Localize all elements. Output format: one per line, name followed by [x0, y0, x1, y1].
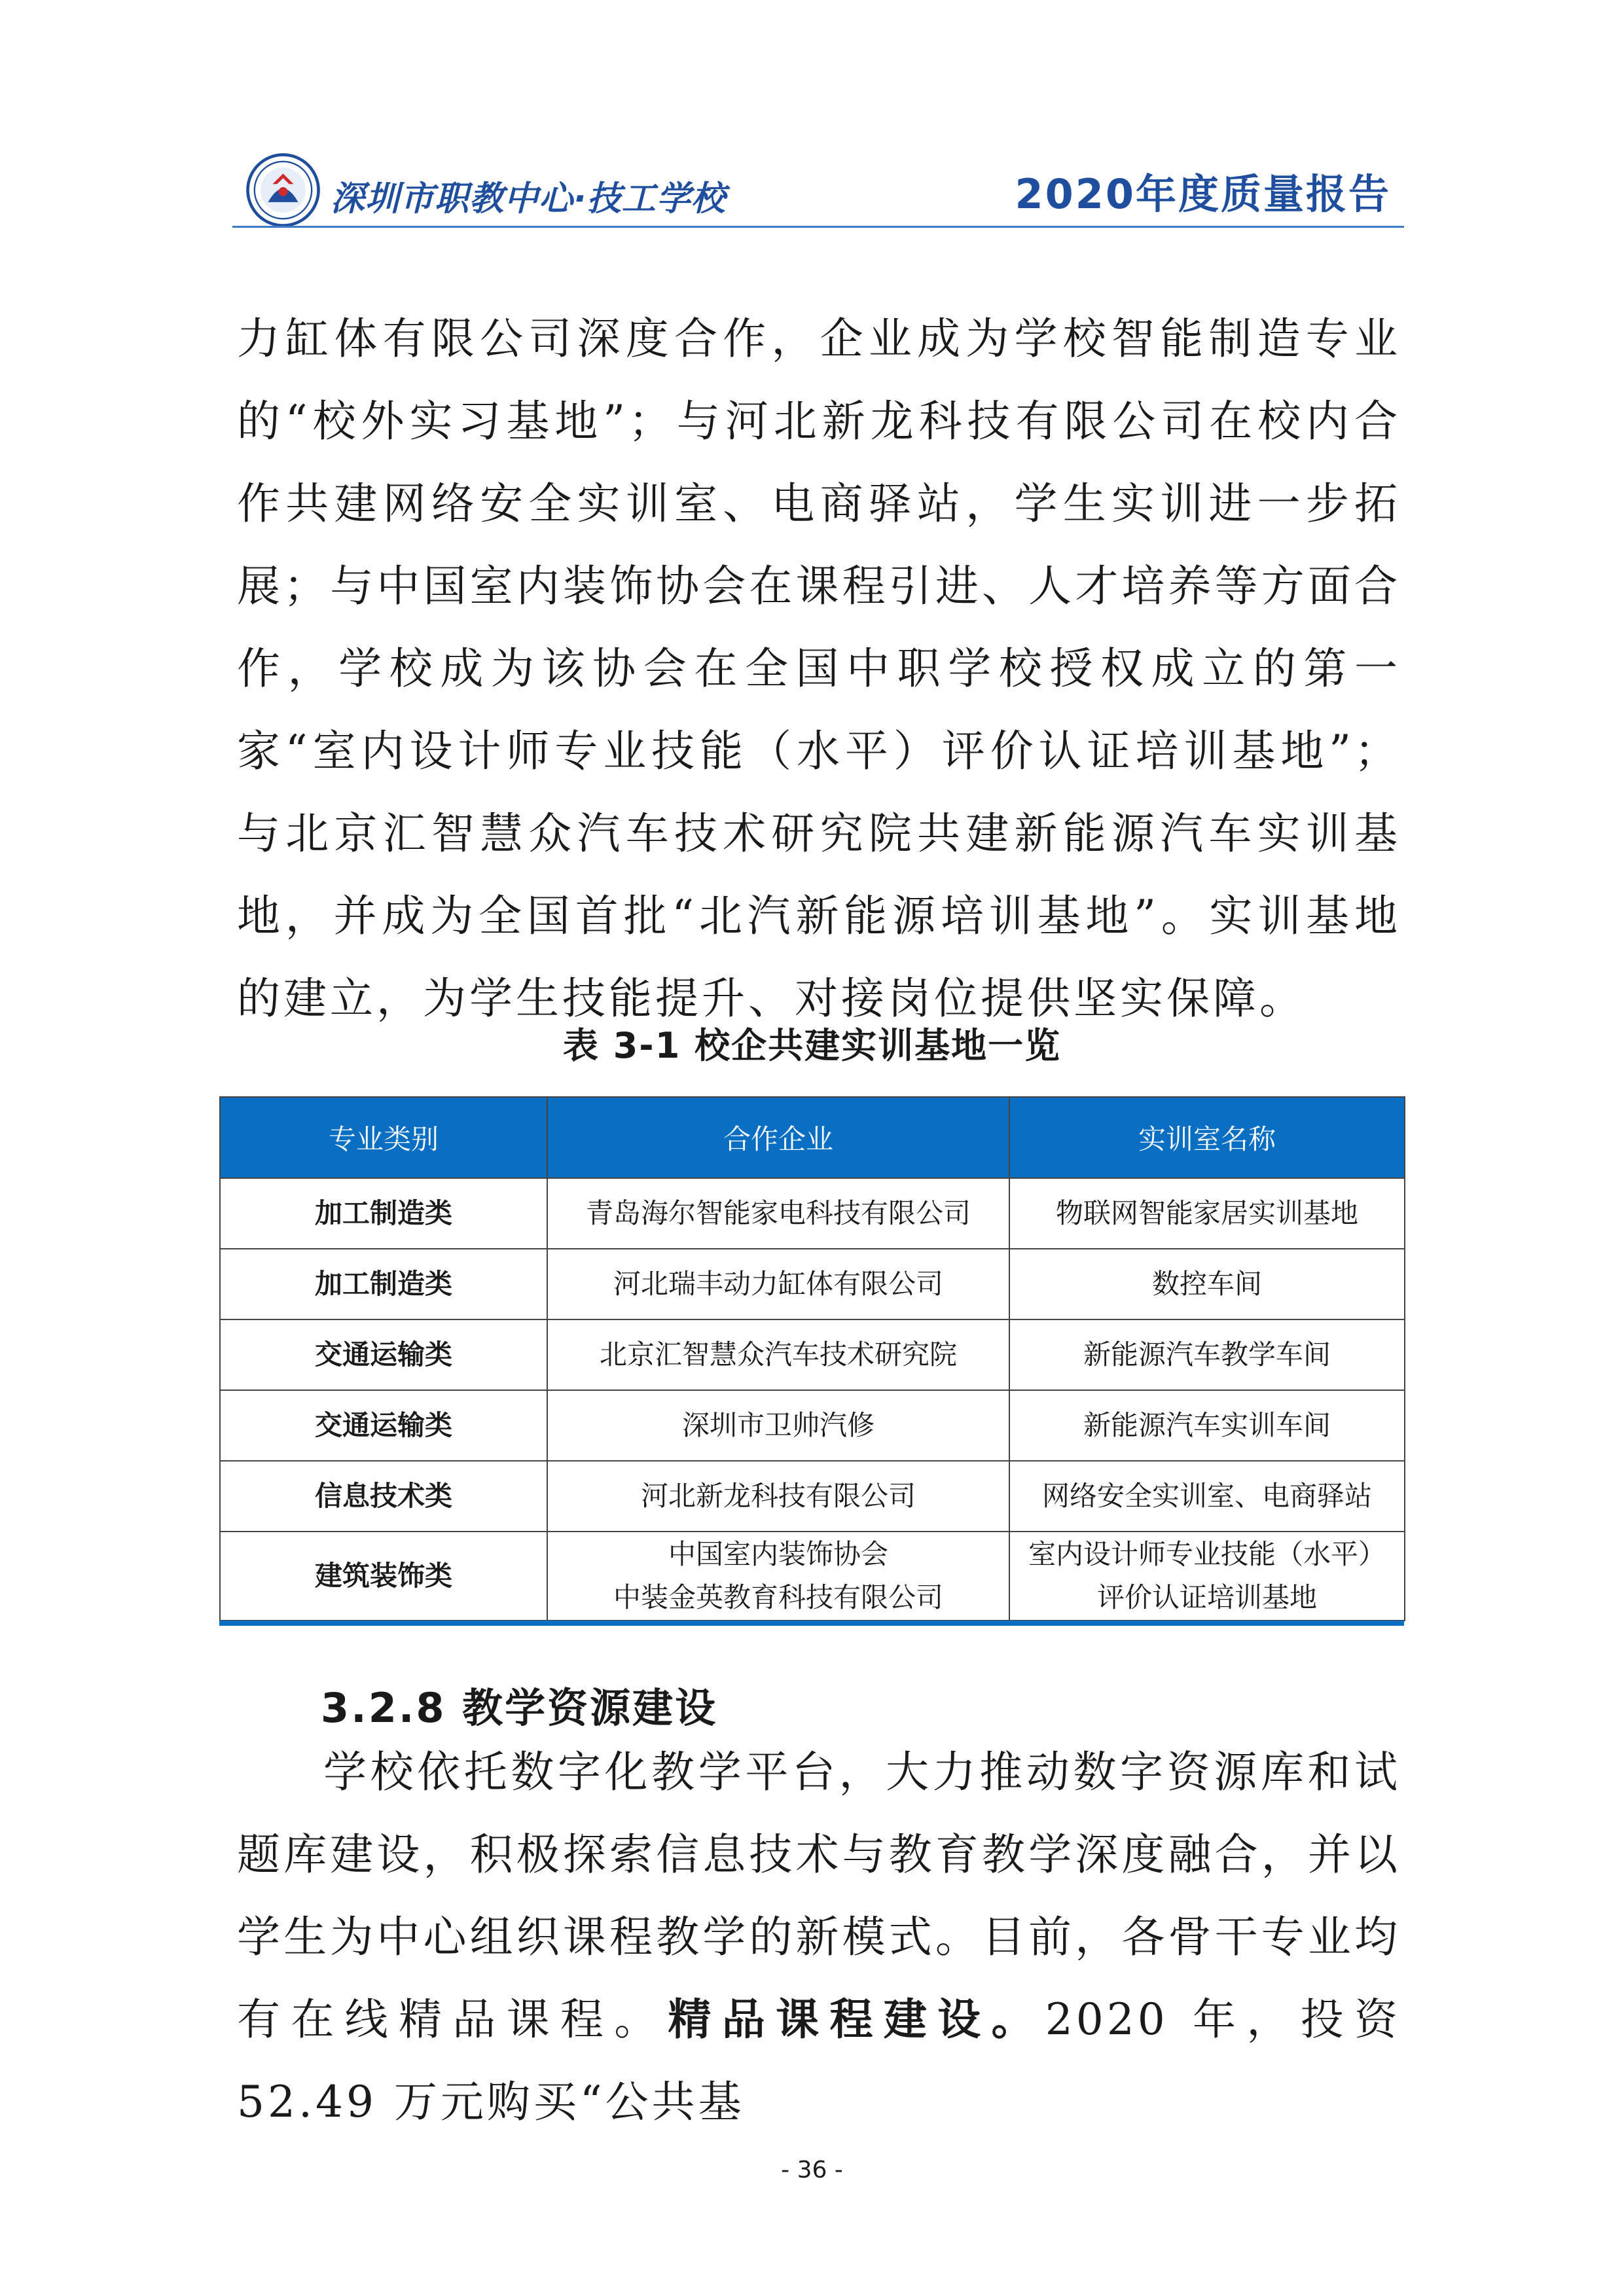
paragraph-bold-text: 精品课程建设。: [668, 1994, 1045, 2045]
table-bottom-rule: [219, 1621, 1404, 1626]
cell-room: 新能源汽车实训车间: [1009, 1390, 1405, 1461]
page-header: [232, 147, 1404, 229]
table-header-row: [220, 1097, 1405, 1178]
paragraph-text: 2020 年，投资 52.49 万元购买“公共基: [237, 1994, 1401, 2127]
section-heading: 3.2.8 教学资源建设: [321, 1684, 718, 1732]
cell-room: 网络安全实训室、电商驿站: [1009, 1461, 1405, 1532]
table-caption: 表 3-1 校企共建实训基地一览: [562, 1025, 1062, 1066]
cell-company: 河北瑞丰动力缸体有限公司: [547, 1249, 1009, 1319]
table-row: [220, 1178, 1405, 1249]
table-row: [220, 1390, 1405, 1461]
cell-room: [1009, 1532, 1405, 1621]
cell-company: 青岛海尔智能家电科技有限公司: [547, 1178, 1009, 1249]
paragraph-text: 学校依托数字化教学平台，大力推动数字资源库和试题库建设，积极探索信息技术与教育教学深度融合，并以学生为中心组织课程教学的新模式。目前，各骨干专业均有在线精品课程。: [237, 1747, 1401, 2045]
cell-category: 建筑装饰类: [220, 1532, 547, 1621]
school-logo-icon: [245, 152, 321, 228]
header-divider: [232, 226, 1404, 228]
header-category: 专业类别: [220, 1097, 547, 1178]
header-room: 实训室名称: [1009, 1097, 1405, 1178]
cell-category: 交通运输类: [220, 1319, 547, 1390]
company-line: 中装金英教育科技有限公司: [613, 1581, 943, 1613]
table-row: [220, 1319, 1405, 1390]
company-line: 中国室内装饰协会: [668, 1538, 888, 1570]
page-number: - 36 -: [781, 2157, 843, 2183]
cell-category: 加工制造类: [220, 1249, 547, 1319]
cell-category: 加工制造类: [220, 1178, 547, 1249]
section-paragraph: [237, 1731, 1401, 2144]
cell-category: 信息技术类: [220, 1461, 547, 1532]
body-paragraph: 力缸体有限公司深度合作，企业成为学校智能制造专业的“校外实习基地”；与河北新龙科技有限公司在校内合作共建网络安全实训室、电商驿站，学生实训进一步拓展；与中国室内装饰协会在课程引进、人才培养等方面合作，学校成为该协会在全国中职学校授权成立的第一家“室内设计师专业技能（水平）评价认证培训基地”；与北京汇智慧众汽车技术研究院共建新能源汽车实训基地，并成为全国首批“北汽新能源培训基地”。实训基地的建立，为学生技能提升、对接岗位提供坚实保障。: [237, 314, 1401, 1024]
table-row: [220, 1532, 1405, 1621]
school-name: 深圳市职教中心·技工学校: [331, 179, 726, 219]
header-company: 合作企业: [547, 1097, 1009, 1178]
training-base-table: [219, 1096, 1404, 1621]
table-row: [220, 1249, 1405, 1319]
cell-company: 北京汇智慧众汽车技术研究院: [547, 1319, 1009, 1390]
table-row: [220, 1461, 1405, 1532]
cell-room: 数控车间: [1009, 1249, 1405, 1319]
cell-category: 交通运输类: [220, 1390, 547, 1461]
cell-room: 物联网智能家居实训基地: [1009, 1178, 1405, 1249]
cell-company: 深圳市卫帅汽修: [547, 1390, 1009, 1461]
room-line: 评价认证培训基地: [1096, 1581, 1317, 1613]
cell-company: [547, 1532, 1009, 1621]
cell-company: 河北新龙科技有限公司: [547, 1461, 1009, 1532]
cell-room: 新能源汽车教学车间: [1009, 1319, 1405, 1390]
room-line: 室内设计师专业技能（水平）: [1028, 1538, 1386, 1570]
report-title: 2020年度质量报告: [1015, 170, 1391, 218]
